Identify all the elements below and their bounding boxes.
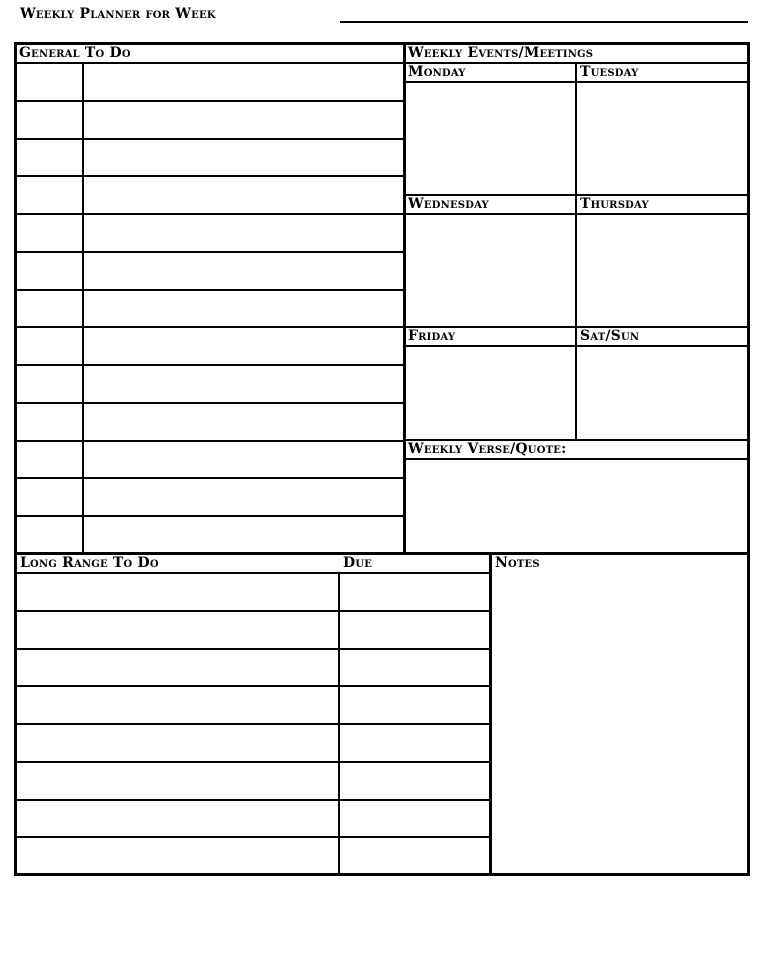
long-range-task-cell[interactable] — [17, 612, 337, 647]
day-label-wednesday: Wednesday — [408, 196, 489, 212]
general-todo-checkbox-cell[interactable] — [17, 140, 81, 175]
long-range-due-cell[interactable] — [341, 801, 488, 836]
general-todo-checkbox-cell[interactable] — [17, 291, 81, 326]
general-todo-task-cell[interactable] — [85, 442, 401, 477]
long-range-due-cell[interactable] — [341, 838, 488, 873]
general-todo-task-cell[interactable] — [85, 328, 401, 363]
general-todo-checkbox-cell[interactable] — [17, 404, 81, 439]
general-todo-checkbox-cell[interactable] — [17, 215, 81, 250]
general-todo-checkbox-cell[interactable] — [17, 102, 81, 137]
general-todo-task-cell[interactable] — [85, 140, 401, 175]
satsun-box[interactable] — [578, 347, 747, 439]
day-label-tuesday: Tuesday — [580, 64, 639, 80]
long-range-task-cell[interactable] — [17, 650, 337, 685]
friday-satsun-top-rule — [405, 326, 748, 328]
long-range-due-cell[interactable] — [341, 725, 488, 760]
friday-box[interactable] — [406, 347, 574, 439]
long-range-task-cell[interactable] — [17, 801, 337, 836]
wednesday-box[interactable] — [406, 215, 574, 326]
day-label-thursday: Thursday — [580, 196, 649, 212]
general-todo-checkbox-cell[interactable] — [17, 479, 81, 514]
long-range-task-cell[interactable] — [17, 725, 337, 760]
page-title: Weekly Planner for Week — [20, 6, 216, 22]
long-range-due-cell[interactable] — [341, 687, 488, 722]
verse-box[interactable] — [406, 460, 747, 552]
long-range-task-cell[interactable] — [17, 838, 337, 873]
general-todo-checkbox-cell[interactable] — [17, 253, 81, 288]
long-range-due-cell[interactable] — [341, 650, 488, 685]
general-todo-task-cell[interactable] — [85, 479, 401, 514]
general-todo-heading: General To Do — [19, 45, 131, 61]
general-todo-task-cell[interactable] — [85, 177, 401, 212]
notes-heading: Notes — [495, 555, 540, 571]
monday-box[interactable] — [406, 83, 574, 194]
general-todo-checkbox-cell[interactable] — [17, 517, 81, 552]
day-label-friday: Friday — [408, 328, 456, 344]
long-range-due-cell[interactable] — [341, 612, 488, 647]
general-todo-checkbox-cell[interactable] — [17, 366, 81, 401]
week-fill-in-line[interactable] — [340, 21, 748, 23]
general-todo-task-cell[interactable] — [85, 64, 401, 99]
general-todo-task-cell[interactable] — [85, 517, 401, 552]
long-range-due-cell[interactable] — [341, 763, 488, 798]
long-range-heading: Long Range To Do — [20, 555, 159, 571]
long-range-task-cell[interactable] — [17, 687, 337, 722]
general-todo-task-cell[interactable] — [85, 215, 401, 250]
weekly-events-heading: Weekly Events/Meetings — [408, 45, 594, 61]
general-todo-task-cell[interactable] — [85, 366, 401, 401]
general-todo-task-cell[interactable] — [85, 291, 401, 326]
long-range-task-cell[interactable] — [17, 574, 337, 609]
due-heading: Due — [343, 555, 373, 571]
general-todo-checkbox-cell[interactable] — [17, 328, 81, 363]
verse-heading: Weekly Verse/Quote: — [408, 441, 567, 457]
general-todo-checkbox-cell[interactable] — [17, 442, 81, 477]
bottom-section-divider — [489, 553, 492, 875]
general-todo-task-cell[interactable] — [85, 102, 401, 137]
days-column-divider — [575, 62, 577, 440]
long-range-due-cell[interactable] — [341, 574, 488, 609]
notes-box[interactable] — [493, 574, 747, 873]
tuesday-box[interactable] — [578, 83, 747, 194]
long-range-task-cell[interactable] — [17, 763, 337, 798]
general-todo-checkbox-cell[interactable] — [17, 64, 81, 99]
day-label-satsun: Sat/Sun — [580, 328, 640, 344]
general-todo-task-cell[interactable] — [85, 253, 401, 288]
day-label-monday: Monday — [408, 64, 466, 80]
general-todo-checkbox-cell[interactable] — [17, 177, 81, 212]
general-todo-task-cell[interactable] — [85, 404, 401, 439]
thursday-box[interactable] — [578, 215, 747, 326]
